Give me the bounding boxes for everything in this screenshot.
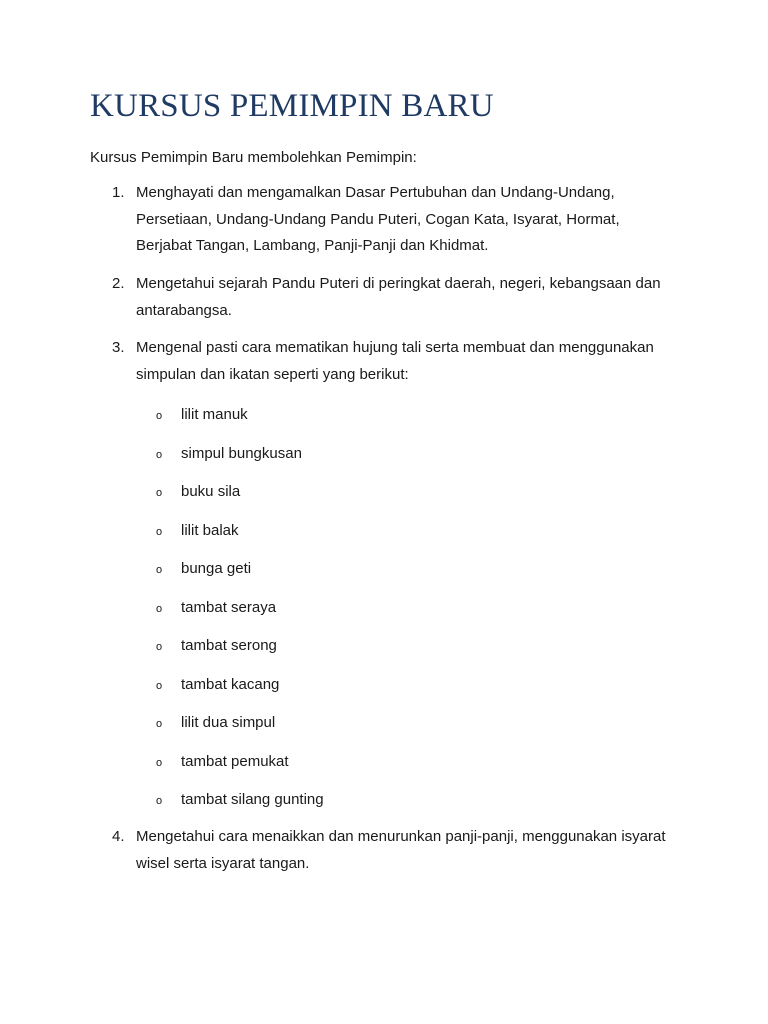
- circle-bullet-icon: o: [156, 487, 163, 499]
- circle-bullet-icon: o: [156, 410, 163, 422]
- circle-bullet-icon: o: [156, 718, 163, 730]
- list-item-line: antarabangsa.: [136, 301, 232, 319]
- sub-list-item-label: lilit balak: [181, 521, 239, 539]
- sub-list-item: [0, 636, 768, 658]
- sub-list-item: [0, 482, 768, 504]
- list-item-line: Berjabat Tangan, Lambang, Panji-Panji dan Khidmat.: [136, 237, 489, 254]
- sub-list-item: [0, 713, 768, 735]
- intro-text: Kursus Pemimpin Baru membolehkan Pemimpin:: [90, 149, 417, 166]
- list-item-line: Mengetahui sejarah Pandu Puteri di peringkat daerah, negeri, kebangsaan dan: [136, 275, 661, 292]
- circle-bullet-icon: o: [156, 756, 163, 769]
- sub-list-item: [0, 598, 768, 620]
- circle-bullet-icon: o: [156, 525, 163, 538]
- list-item-number: 2.: [112, 275, 125, 292]
- list-item-line: Menghayati dan mengamalkan Dasar Pertubuhan dan Undang-Undang,: [136, 184, 615, 201]
- list-item-line: Mengenal pasti cara mematikan hujung tali serta membuat dan menggunakan: [136, 339, 654, 356]
- sub-list-item-label: lilit manuk: [181, 406, 248, 423]
- sub-list-item-label: tambat kacang: [181, 675, 280, 693]
- sub-list-item-label: bunga geti: [181, 560, 252, 577]
- list-item-line: Persetiaan, Undang-Undang Pandu Puteri, Cogan Kata, Isyarat, Hormat,: [136, 210, 620, 228]
- sub-list-item-label: simpul bungkusan: [181, 444, 302, 462]
- sub-list-item-label: tambat seraya: [181, 598, 277, 616]
- sub-list-item-label: tambat serong: [181, 637, 277, 654]
- sub-list-item: [0, 559, 768, 581]
- list-item-line: Mengetahui cara menaikkan dan menurunkan panji-panji, menggunakan isyarat: [136, 828, 666, 845]
- circle-bullet-icon: o: [156, 641, 163, 653]
- list-item-line: wisel serta isyarat tangan.: [136, 854, 310, 872]
- sub-list-item-label: lilit dua simpul: [181, 714, 276, 731]
- sub-list-item: [0, 675, 768, 697]
- list-item-number: 3.: [112, 339, 125, 356]
- sub-list-item-label: tambat pemukat: [181, 752, 289, 770]
- circle-bullet-icon: o: [156, 795, 163, 807]
- list-item-number: 4.: [112, 828, 125, 845]
- sub-list-item: [0, 405, 768, 427]
- sub-list-item: [0, 752, 768, 774]
- list-item-line: simpulan dan ikatan seperti yang berikut:: [136, 365, 409, 383]
- sub-list-item: [0, 521, 768, 543]
- circle-bullet-icon: o: [156, 602, 163, 615]
- circle-bullet-icon: o: [156, 448, 163, 461]
- sub-list-item: [0, 790, 768, 812]
- sub-list-item-label: buku sila: [181, 483, 241, 500]
- sub-list-item-label: tambat silang gunting: [181, 791, 324, 808]
- circle-bullet-icon: o: [156, 564, 163, 576]
- circle-bullet-icon: o: [156, 679, 163, 692]
- list-item-number: 1.: [112, 184, 125, 201]
- document-title: KURSUS PEMIMPIN BARU: [90, 88, 494, 124]
- sub-list-item: [0, 444, 768, 466]
